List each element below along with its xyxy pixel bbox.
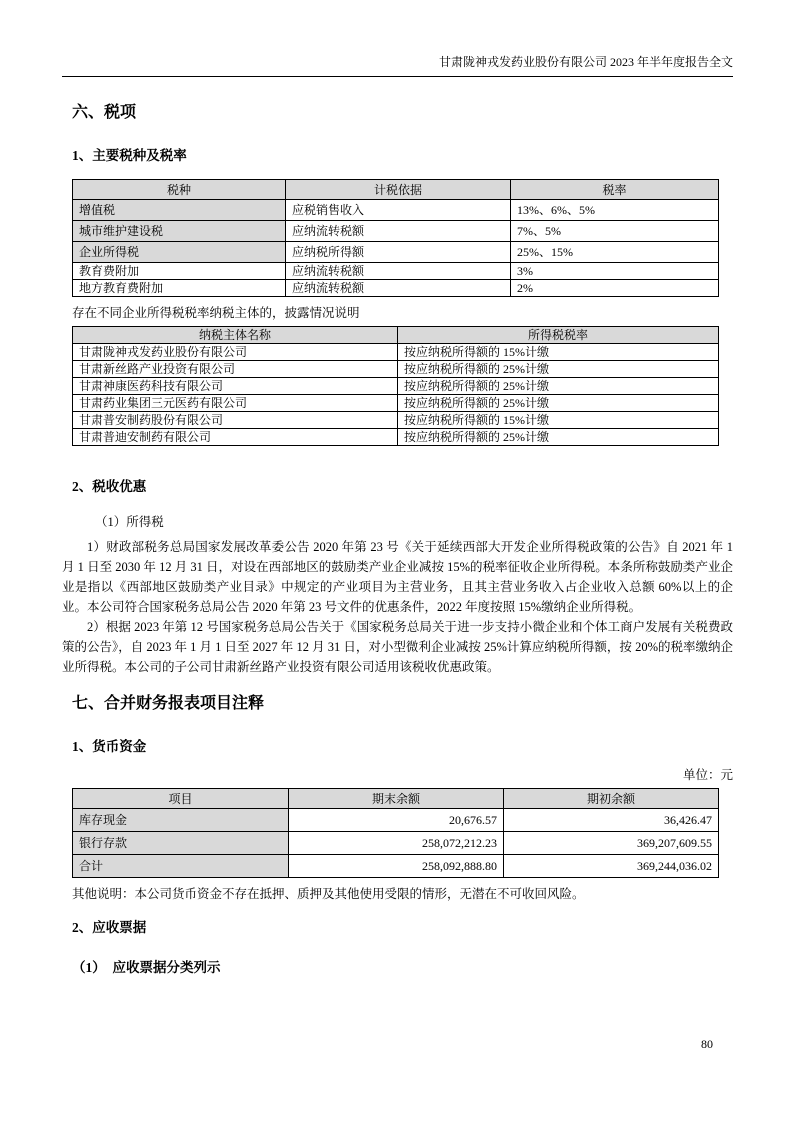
table-row xyxy=(73,242,719,263)
cell-tax-type: 地方教育费附加 xyxy=(73,280,286,297)
cell-tax-basis: 应纳流转税额 xyxy=(286,280,511,297)
unit-label: 单位：元 xyxy=(682,768,733,782)
table-row xyxy=(73,378,719,395)
subsection-title-notes-receivable: 2、应收票据 xyxy=(72,920,147,935)
cell-entity-rate: 按应纳税所得额的 15%计缴 xyxy=(398,344,719,361)
table-row xyxy=(73,429,719,446)
cell-beginning-balance: 369,207,609.55 xyxy=(504,832,719,855)
cell-tax-type: 增值税 xyxy=(73,200,286,221)
cell-entity-name: 甘肃普安制药股份有限公司 xyxy=(73,412,398,429)
table-row xyxy=(73,200,719,221)
cell-entity-rate: 按应纳税所得额的 25%计缴 xyxy=(398,395,719,412)
document-header xyxy=(62,0,733,77)
cell-entity-name: 甘肃新丝路产业投资有限公司 xyxy=(73,361,398,378)
table-header-row xyxy=(73,789,719,809)
cell-ending-balance: 258,092,888.80 xyxy=(289,855,504,878)
cell-tax-rate: 7%、5% xyxy=(511,221,719,242)
section-title-tax: 六、税项 xyxy=(72,104,137,121)
cell-beginning-balance: 36,426.47 xyxy=(504,809,719,832)
cell-entity-rate: 按应纳税所得额的 25%计缴 xyxy=(398,361,719,378)
cell-tax-rate: 13%、6%、5% xyxy=(511,200,719,221)
incentive-paragraph-1: 1）财政部税务总局国家发展改革委公告 2020 年第 23 号《关于延续西部大开发企业所得税政策的公告》自 2021 年 1 月 1 日至 2030 年 12 月 31 日，对设在西部地区的鼓励类产业企业减按 15%的税率征收企业所得税。本条所称鼓励类产业企业是指以《西部地区鼓励类产业目录》中规定的产业项目为主营业务，且其主营业务收入占企业收入总额 60%以上的企业。本公司符合国家税务总局公告 2020 年第 23 号文件的优惠条件，2022 年度按照 15%缴纳企业所得税。 xyxy=(62,540,733,614)
col-header-item: 项目 xyxy=(73,789,289,809)
table-row xyxy=(73,280,719,297)
monetary-funds-table xyxy=(72,788,719,878)
incentive-paragraph-2: 2）根据 2023 年第 12 号国家税务总局公告关于《国家税务总局关于进一步支持小微企业和个体工商户发展有关税费政策的公告》，自 2023 年 1 月 1 日至 2027 年 12 月 31 日，对小型微利企业减按 25%计算应纳税所得额，按 20%的税率缴纳企业所得税。本公司的子公司甘肃新丝路产业投资有限公司适用该税收优惠政策。 xyxy=(62,620,733,674)
cell-tax-type: 企业所得税 xyxy=(73,242,286,263)
cell-tax-basis: 应纳流转税额 xyxy=(286,221,511,242)
section-title-notes: 七、合并财务报表项目注释 xyxy=(72,695,265,712)
table-row xyxy=(73,361,719,378)
cell-tax-basis: 应纳税所得额 xyxy=(286,242,511,263)
table-row xyxy=(73,263,719,280)
disclosure-note: 存在不同企业所得税税率纳税主体的，披露情况说明 xyxy=(72,306,360,320)
col-header-tax-basis: 计税依据 xyxy=(286,180,511,200)
table-header-row xyxy=(73,327,719,344)
cell-entity-name: 甘肃神康医药科技有限公司 xyxy=(73,378,398,395)
cell-entity-rate: 按应纳税所得额的 15%计缴 xyxy=(398,412,719,429)
tax-rate-table xyxy=(72,179,719,297)
table-row xyxy=(73,344,719,361)
table-row xyxy=(73,395,719,412)
table-row xyxy=(73,855,719,878)
col-header-entity-name: 纳税主体名称 xyxy=(73,327,398,344)
notes-receivable-item-title: （1） 应收票据分类列示 xyxy=(72,960,221,975)
cell-tax-basis: 应纳流转税额 xyxy=(286,263,511,280)
table-row xyxy=(73,832,719,855)
incentive-item-title: （1）所得税 xyxy=(95,515,164,529)
table-row xyxy=(73,809,719,832)
col-header-beginning-balance: 期初余额 xyxy=(504,789,719,809)
cell-entity-name: 甘肃普迪安制药有限公司 xyxy=(73,429,398,446)
table-row xyxy=(73,221,719,242)
cell-ending-balance: 20,676.57 xyxy=(289,809,504,832)
cell-tax-type: 城市维护建设税 xyxy=(73,221,286,242)
table-row xyxy=(73,412,719,429)
table-header-row xyxy=(73,180,719,200)
cell-item: 合计 xyxy=(73,855,289,878)
cell-tax-rate: 2% xyxy=(511,280,719,297)
page-number: 80 xyxy=(701,1037,713,1051)
cell-entity-name: 甘肃药业集团三元医药有限公司 xyxy=(73,395,398,412)
cell-ending-balance: 258,072,212.23 xyxy=(289,832,504,855)
report-title: 甘肃陇神戎发药业股份有限公司 2023 年半年度报告全文 xyxy=(438,55,733,69)
taxpayer-entity-table xyxy=(72,326,719,446)
cell-entity-name: 甘肃陇神戎发药业股份有限公司 xyxy=(73,344,398,361)
col-header-tax-rate: 税率 xyxy=(511,180,719,200)
cell-tax-rate: 25%、15% xyxy=(511,242,719,263)
cell-item: 库存现金 xyxy=(73,809,289,832)
col-header-income-tax-rate: 所得税税率 xyxy=(398,327,719,344)
col-header-ending-balance: 期末余额 xyxy=(289,789,504,809)
subsection-title-tax-incentives: 2、税收优惠 xyxy=(72,479,147,494)
col-header-tax-type: 税种 xyxy=(73,180,286,200)
cell-tax-rate: 3% xyxy=(511,263,719,280)
cell-tax-basis: 应税销售收入 xyxy=(286,200,511,221)
cell-tax-type: 教育费附加 xyxy=(73,263,286,280)
cell-beginning-balance: 369,244,036.02 xyxy=(504,855,719,878)
subsection-title-tax-rates: 1、主要税种及税率 xyxy=(72,148,187,163)
cell-entity-rate: 按应纳税所得额的 25%计缴 xyxy=(398,429,719,446)
cell-item: 银行存款 xyxy=(73,832,289,855)
subsection-title-monetary-funds: 1、货币资金 xyxy=(72,739,147,754)
other-note: 其他说明：本公司货币资金不存在抵押、质押及其他使用受限的情形，无潜在不可收回风险。 xyxy=(72,887,585,901)
cell-entity-rate: 按应纳税所得额的 25%计缴 xyxy=(398,378,719,395)
